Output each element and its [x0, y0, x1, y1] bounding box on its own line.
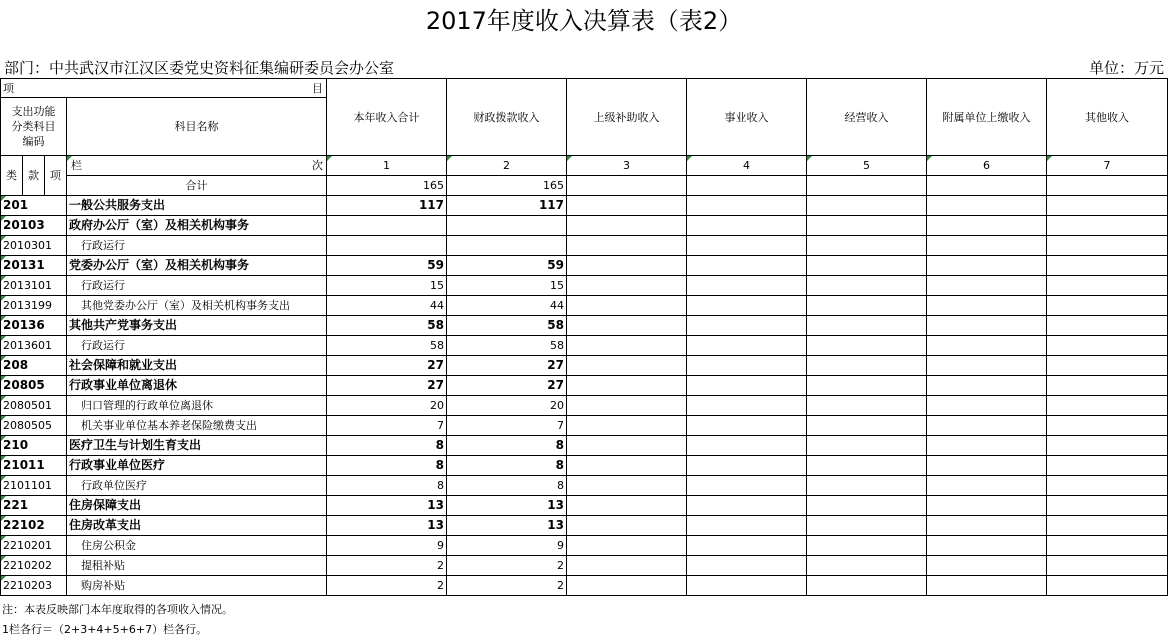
row-c4 [687, 216, 807, 236]
table-row [1, 296, 1168, 316]
row-c6 [927, 296, 1047, 316]
row-c3 [567, 556, 687, 576]
row-c1: 8 [327, 456, 447, 476]
row-c1: 117 [327, 196, 447, 216]
row-c3 [567, 276, 687, 296]
row-code: 2210203 [1, 576, 67, 596]
total-c3 [567, 176, 687, 196]
table-row [1, 376, 1168, 396]
row-c7 [1047, 216, 1168, 236]
row-c7 [1047, 256, 1168, 276]
row-c3 [567, 236, 687, 256]
col-header-6: 附属单位上缴收入 [927, 79, 1047, 156]
table-row [1, 496, 1168, 516]
footnote: 1栏各行＝（2+3+4+5+6+7）栏各行。 [2, 623, 208, 636]
row-c4 [687, 296, 807, 316]
row-name: 社会保障和就业支出 [67, 356, 327, 376]
table-row [1, 196, 1168, 216]
department-label: 部门：中共武汉市江汉区委党史资料征集编研委员会办公室 [4, 59, 395, 77]
table-row [1, 236, 1168, 256]
row-code: 22102 [1, 516, 67, 536]
row-c2: 13 [447, 496, 567, 516]
row-c7 [1047, 236, 1168, 256]
ci-label: 次 [312, 159, 323, 172]
row-c6 [927, 196, 1047, 216]
row-c4 [687, 196, 807, 216]
row-c2: 58 [447, 316, 567, 336]
table-row [1, 476, 1168, 496]
row-c6 [927, 396, 1047, 416]
row-c4 [687, 556, 807, 576]
table-row [1, 556, 1168, 576]
row-c5 [807, 476, 927, 496]
row-c2: 2 [447, 576, 567, 596]
table-row [1, 256, 1168, 276]
row-c5 [807, 396, 927, 416]
row-name: 政府办公厅（室）及相关机构事务 [67, 216, 327, 236]
row-c5 [807, 456, 927, 476]
table-row [1, 416, 1168, 436]
row-c2: 58 [447, 336, 567, 356]
row-c2: 13 [447, 516, 567, 536]
row-c2: 9 [447, 536, 567, 556]
col-header-3: 上级补助收入 [567, 79, 687, 156]
table-row [1, 396, 1168, 416]
row-code: 2013199 [1, 296, 67, 316]
row-c6 [927, 336, 1047, 356]
row-name: 行政单位医疗 [67, 476, 327, 496]
row-c4 [687, 476, 807, 496]
total-c7 [1047, 176, 1168, 196]
row-c1: 8 [327, 436, 447, 456]
kuan-header: 款 [23, 156, 45, 196]
col-header-5: 经营收入 [807, 79, 927, 156]
row-code: 21011 [1, 456, 67, 476]
row-c6 [927, 216, 1047, 236]
row-code: 20103 [1, 216, 67, 236]
row-c3 [567, 476, 687, 496]
row-code: 201 [1, 196, 67, 216]
xiang-header: 项 [45, 156, 67, 196]
total-c2: 165 [447, 176, 567, 196]
row-c6 [927, 356, 1047, 376]
col-num-3: 3 [567, 156, 687, 176]
row-c5 [807, 196, 927, 216]
row-c7 [1047, 316, 1168, 336]
row-c6 [927, 276, 1047, 296]
row-c5 [807, 256, 927, 276]
row-c6 [927, 256, 1047, 276]
row-c5 [807, 216, 927, 236]
row-c7 [1047, 516, 1168, 536]
row-c3 [567, 376, 687, 396]
col-num-1: 1 [327, 156, 447, 176]
row-code: 208 [1, 356, 67, 376]
row-c7 [1047, 576, 1168, 596]
row-code: 2013601 [1, 336, 67, 356]
row-name: 行政事业单位医疗 [67, 456, 327, 476]
row-c7 [1047, 396, 1168, 416]
row-c1: 20 [327, 396, 447, 416]
lan-ci-cell [67, 156, 327, 176]
row-c5 [807, 516, 927, 536]
row-c7 [1047, 456, 1168, 476]
page-title: 2017年度收入决算表（表2） [425, 7, 743, 35]
row-c4 [687, 376, 807, 396]
row-c6 [927, 476, 1047, 496]
total-label: 合计 [67, 176, 327, 196]
lei-header: 类 [1, 156, 23, 196]
col-num-4: 4 [687, 156, 807, 176]
table-row [1, 576, 1168, 596]
row-c4 [687, 576, 807, 596]
row-c6 [927, 496, 1047, 516]
row-c6 [927, 516, 1047, 536]
row-name: 党委办公厅（室）及相关机构事务 [67, 256, 327, 276]
row-c1: 15 [327, 276, 447, 296]
row-c2: 15 [447, 276, 567, 296]
row-c6 [927, 576, 1047, 596]
row-c7 [1047, 356, 1168, 376]
row-c7 [1047, 416, 1168, 436]
table-row [1, 276, 1168, 296]
row-c4 [687, 396, 807, 416]
row-c6 [927, 536, 1047, 556]
item-header-cell [1, 79, 327, 98]
row-c3 [567, 576, 687, 596]
col-num-6: 6 [927, 156, 1047, 176]
row-code: 2010301 [1, 236, 67, 256]
row-c1: 27 [327, 376, 447, 396]
col-num-2: 2 [447, 156, 567, 176]
row-c2 [447, 216, 567, 236]
row-c4 [687, 276, 807, 296]
unit-label: 单位：万元 [1088, 59, 1164, 77]
row-c7 [1047, 196, 1168, 216]
table-row [1, 516, 1168, 536]
table-row [1, 356, 1168, 376]
row-name: 机关事业单位基本养老保险缴费支出 [67, 416, 327, 436]
row-c4 [687, 516, 807, 536]
row-c4 [687, 416, 807, 436]
row-name: 住房保障支出 [67, 496, 327, 516]
table-row [1, 536, 1168, 556]
item-left-label: 项 [3, 82, 14, 95]
row-c1: 13 [327, 516, 447, 536]
row-c5 [807, 356, 927, 376]
table-row [1, 216, 1168, 236]
row-c5 [807, 276, 927, 296]
row-c1: 58 [327, 336, 447, 356]
col-header-2: 财政拨款收入 [447, 79, 567, 156]
table-row [1, 316, 1168, 336]
row-c5 [807, 336, 927, 356]
row-c6 [927, 236, 1047, 256]
row-c1: 9 [327, 536, 447, 556]
row-code: 20805 [1, 376, 67, 396]
row-c6 [927, 556, 1047, 576]
row-c7 [1047, 296, 1168, 316]
row-name: 住房公积金 [67, 536, 327, 556]
row-c2: 117 [447, 196, 567, 216]
row-c5 [807, 376, 927, 396]
row-name: 行政运行 [67, 336, 327, 356]
row-c3 [567, 196, 687, 216]
row-name: 购房补贴 [67, 576, 327, 596]
row-c4 [687, 336, 807, 356]
row-c3 [567, 436, 687, 456]
row-c2: 27 [447, 356, 567, 376]
row-c3 [567, 256, 687, 276]
row-c6 [927, 436, 1047, 456]
row-c5 [807, 416, 927, 436]
row-c3 [567, 356, 687, 376]
row-name: 行政事业单位离退休 [67, 376, 327, 396]
income-table [0, 78, 1168, 596]
row-c7 [1047, 536, 1168, 556]
row-name: 提租补贴 [67, 556, 327, 576]
subject-name-header: 科目名称 [67, 98, 327, 156]
row-code: 20136 [1, 316, 67, 336]
row-c1: 58 [327, 316, 447, 336]
row-c4 [687, 536, 807, 556]
row-c7 [1047, 496, 1168, 516]
row-c3 [567, 296, 687, 316]
row-c4 [687, 436, 807, 456]
row-c3 [567, 336, 687, 356]
row-c1: 2 [327, 556, 447, 576]
row-c5 [807, 496, 927, 516]
row-c6 [927, 416, 1047, 436]
row-name: 行政运行 [67, 276, 327, 296]
row-code: 2101101 [1, 476, 67, 496]
row-c3 [567, 456, 687, 476]
row-c2: 8 [447, 456, 567, 476]
row-name: 住房改革支出 [67, 516, 327, 536]
table-row [1, 436, 1168, 456]
row-c2: 44 [447, 296, 567, 316]
row-c7 [1047, 436, 1168, 456]
row-c3 [567, 536, 687, 556]
row-c2 [447, 236, 567, 256]
row-c2: 27 [447, 376, 567, 396]
row-c5 [807, 436, 927, 456]
row-c7 [1047, 376, 1168, 396]
total-c1: 165 [327, 176, 447, 196]
row-c4 [687, 456, 807, 476]
row-c3 [567, 316, 687, 336]
item-right-label: 目 [312, 82, 323, 95]
row-name: 其他党委办公厅（室）及相关机构事务支出 [67, 296, 327, 316]
row-c1 [327, 216, 447, 236]
row-c1: 59 [327, 256, 447, 276]
row-c5 [807, 576, 927, 596]
row-c5 [807, 296, 927, 316]
row-c6 [927, 316, 1047, 336]
row-c4 [687, 256, 807, 276]
row-c2: 2 [447, 556, 567, 576]
row-c1: 7 [327, 416, 447, 436]
table-row [1, 456, 1168, 476]
func-code-header: 支出功能分类科目编码 [1, 98, 67, 156]
row-c1: 2 [327, 576, 447, 596]
row-c4 [687, 236, 807, 256]
row-c7 [1047, 556, 1168, 576]
col-num-5: 5 [807, 156, 927, 176]
row-name: 归口管理的行政单位离退休 [67, 396, 327, 416]
row-c1: 8 [327, 476, 447, 496]
row-c1: 44 [327, 296, 447, 316]
total-c6 [927, 176, 1047, 196]
row-code: 20131 [1, 256, 67, 276]
row-c6 [927, 456, 1047, 476]
row-c2: 20 [447, 396, 567, 416]
table-row [1, 336, 1168, 356]
lan-label: 栏 [71, 159, 82, 172]
row-c2: 8 [447, 476, 567, 496]
row-c2: 8 [447, 436, 567, 456]
row-c2: 59 [447, 256, 567, 276]
row-c3 [567, 416, 687, 436]
row-c3 [567, 216, 687, 236]
total-c5 [807, 176, 927, 196]
row-c5 [807, 316, 927, 336]
row-c7 [1047, 336, 1168, 356]
row-c7 [1047, 276, 1168, 296]
footnote: 注：本表反映部门本年度取得的各项收入情况。 [2, 603, 233, 616]
row-c1 [327, 236, 447, 256]
row-name: 医疗卫生与计划生育支出 [67, 436, 327, 456]
row-c5 [807, 236, 927, 256]
row-name: 行政运行 [67, 236, 327, 256]
col-num-7: 7 [1047, 156, 1168, 176]
row-code: 221 [1, 496, 67, 516]
row-c3 [567, 396, 687, 416]
row-c1: 13 [327, 496, 447, 516]
row-code: 2013101 [1, 276, 67, 296]
row-code: 2080501 [1, 396, 67, 416]
row-c6 [927, 376, 1047, 396]
row-c1: 27 [327, 356, 447, 376]
col-header-7: 其他收入 [1047, 79, 1168, 156]
row-code: 210 [1, 436, 67, 456]
row-c2: 7 [447, 416, 567, 436]
row-c4 [687, 496, 807, 516]
col-header-1: 本年收入合计 [327, 79, 447, 156]
row-c5 [807, 536, 927, 556]
row-name: 一般公共服务支出 [67, 196, 327, 216]
row-c4 [687, 316, 807, 336]
row-c4 [687, 356, 807, 376]
row-c3 [567, 496, 687, 516]
row-name: 其他共产党事务支出 [67, 316, 327, 336]
row-c5 [807, 556, 927, 576]
row-c7 [1047, 476, 1168, 496]
row-code: 2080505 [1, 416, 67, 436]
total-c4 [687, 176, 807, 196]
col-header-4: 事业收入 [687, 79, 807, 156]
row-c3 [567, 516, 687, 536]
row-code: 2210202 [1, 556, 67, 576]
row-code: 2210201 [1, 536, 67, 556]
